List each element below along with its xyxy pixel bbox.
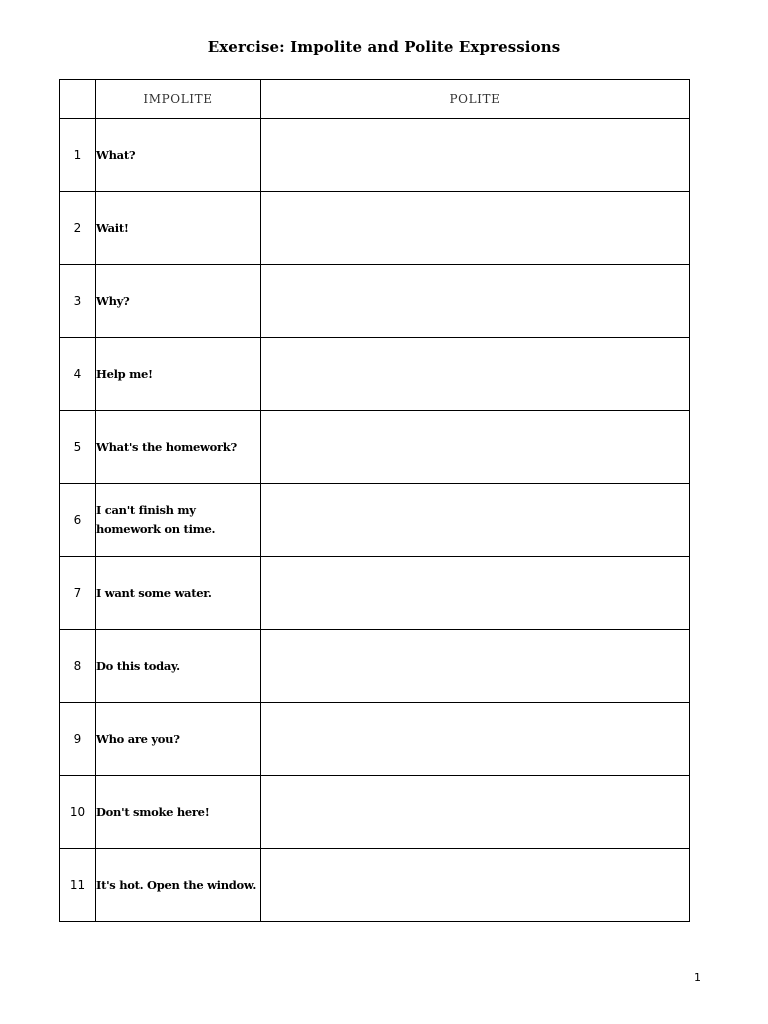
row-number: 3 <box>60 265 96 338</box>
row-number: 10 <box>60 776 96 849</box>
impolite-expression: What? <box>96 119 261 192</box>
document-title: Exercise: Impolite and Polite Expressions <box>207 38 561 56</box>
table-row <box>60 338 690 411</box>
impolite-expression: Wait! <box>96 192 261 265</box>
row-number: 6 <box>60 484 96 557</box>
polite-answer-cell <box>261 557 690 630</box>
polite-answer-cell <box>261 849 690 922</box>
impolite-expression: I can't finish my homework on time. <box>96 484 261 557</box>
table-row <box>60 119 690 192</box>
row-number: 11 <box>60 849 96 922</box>
table-row <box>60 630 690 703</box>
polite-answer-cell <box>261 630 690 703</box>
impolite-expression: Help me! <box>96 338 261 411</box>
table-row <box>60 703 690 776</box>
row-number: 7 <box>60 557 96 630</box>
row-number: 9 <box>60 703 96 776</box>
impolite-expression: Why? <box>96 265 261 338</box>
header-number <box>60 80 96 119</box>
impolite-expression: Who are you? <box>96 703 261 776</box>
impolite-expression: Don't smoke here! <box>96 776 261 849</box>
row-number: 2 <box>60 192 96 265</box>
polite-answer-cell <box>261 119 690 192</box>
table-row <box>60 557 690 630</box>
table-row <box>60 411 690 484</box>
polite-answer-cell <box>261 484 690 557</box>
row-number: 5 <box>60 411 96 484</box>
polite-answer-cell <box>261 338 690 411</box>
page-number: 1 <box>694 971 701 984</box>
table-row <box>60 192 690 265</box>
table-row <box>60 849 690 922</box>
polite-answer-cell <box>261 411 690 484</box>
polite-answer-cell <box>261 192 690 265</box>
table-row <box>60 776 690 849</box>
row-number: 1 <box>60 119 96 192</box>
table-row <box>60 484 690 557</box>
polite-answer-cell <box>261 265 690 338</box>
impolite-expression: It's hot. Open the window. <box>96 849 261 922</box>
impolite-expression: I want some water. <box>96 557 261 630</box>
header-impolite: IMPOLITE <box>96 80 261 119</box>
table-row <box>60 265 690 338</box>
table-header-row <box>60 80 690 119</box>
row-number: 4 <box>60 338 96 411</box>
impolite-expression: What's the homework? <box>96 411 261 484</box>
polite-answer-cell <box>261 703 690 776</box>
header-polite: POLITE <box>261 80 690 119</box>
exercise-table <box>59 79 690 922</box>
polite-answer-cell <box>261 776 690 849</box>
row-number: 8 <box>60 630 96 703</box>
impolite-expression: Do this today. <box>96 630 261 703</box>
